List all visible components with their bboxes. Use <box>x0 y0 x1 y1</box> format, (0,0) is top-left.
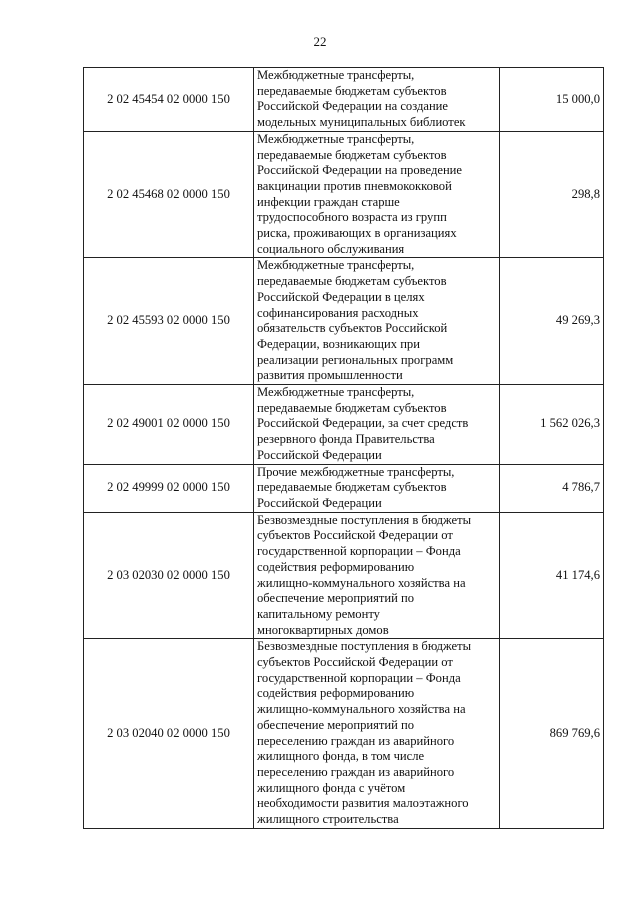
revenue-code: 2 02 45468 02 0000 150 <box>84 131 254 258</box>
table-row <box>84 512 604 639</box>
revenue-code: 2 02 49999 02 0000 150 <box>84 464 254 512</box>
revenue-amount: 1 562 026,3 <box>500 385 604 465</box>
table-row <box>84 639 604 828</box>
table-row <box>84 131 604 258</box>
budget-revenue-table <box>83 67 604 829</box>
revenue-description: Прочие межбюджетные трансферты, передаваемые бюджетам субъектов Российской Федерации <box>254 464 500 512</box>
revenue-code: 2 02 45593 02 0000 150 <box>84 258 254 385</box>
table-row <box>84 258 604 385</box>
revenue-amount: 298,8 <box>500 131 604 258</box>
revenue-code: 2 02 49001 02 0000 150 <box>84 385 254 465</box>
revenue-description: Межбюджетные трансферты, передаваемые бюджетам субъектов Российской Федерации в целях софинансирования расходных обязательств субъектов Российской Федерации, возникающих при реализации региональных программ развития промышленности <box>254 258 500 385</box>
revenue-description: Межбюджетные трансферты, передаваемые бюджетам субъектов Российской Федерации на проведение вакцинации против пневмококковой инфекции граждан старше трудоспособного возраста из групп риска, проживающих в организациях социального обслуживания <box>254 131 500 258</box>
revenue-amount: 15 000,0 <box>500 68 604 132</box>
revenue-description: Межбюджетные трансферты, передаваемые бюджетам субъектов Российской Федерации на создание модельных муниципальных библиотек <box>254 68 500 132</box>
table-row <box>84 464 604 512</box>
revenue-amount: 49 269,3 <box>500 258 604 385</box>
revenue-description: Безвозмездные поступления в бюджеты субъектов Российской Федерации от государственной корпорации – Фонда содействия реформированию жилищно-коммунального хозяйства на обеспечение мероприятий по капитальному ремонту многоквартирных домов <box>254 512 500 639</box>
revenue-code: 2 02 45454 02 0000 150 <box>84 68 254 132</box>
revenue-code: 2 03 02040 02 0000 150 <box>84 639 254 828</box>
table-row <box>84 68 604 132</box>
revenue-description: Межбюджетные трансферты, передаваемые бюджетам субъектов Российской Федерации, за счет средств резервного фонда Правительства Российской Федерации <box>254 385 500 465</box>
table-row <box>84 385 604 465</box>
page-number: 22 <box>313 34 327 49</box>
revenue-amount: 4 786,7 <box>500 464 604 512</box>
revenue-amount: 869 769,6 <box>500 639 604 828</box>
revenue-description: Безвозмездные поступления в бюджеты субъектов Российской Федерации от государственной корпорации – Фонда содействия реформированию жилищно-коммунального хозяйства на обеспечение мероприятий по переселению граждан из аварийного жилищного фонда, в том числе переселению граждан из аварийного жилищного фонда с учётом необходимости развития малоэтажного жилищного строительства <box>254 639 500 828</box>
revenue-code: 2 03 02030 02 0000 150 <box>84 512 254 639</box>
revenue-amount: 41 174,6 <box>500 512 604 639</box>
